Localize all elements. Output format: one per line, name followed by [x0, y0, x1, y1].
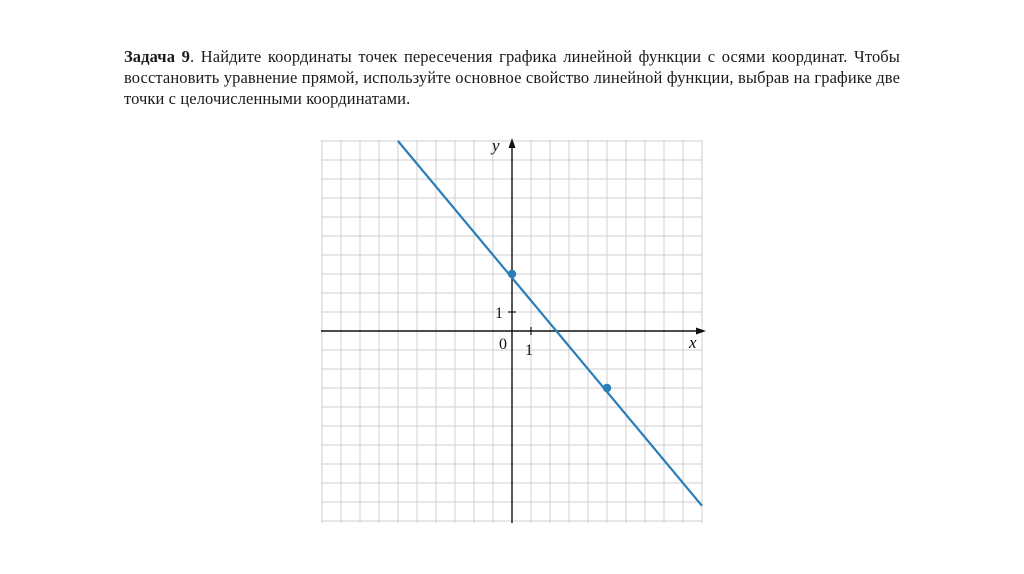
- x-axis-label: x: [689, 333, 697, 352]
- x-unit-label: 1: [525, 342, 533, 359]
- marked-point-1: [508, 270, 516, 278]
- origin-label: 0: [499, 336, 507, 353]
- marked-point-2: [603, 384, 611, 392]
- problem-statement: [124, 46, 900, 109]
- y-axis-label: y: [492, 136, 500, 155]
- y-axis-arrow: [509, 138, 516, 148]
- y-unit-label: 1: [495, 305, 503, 322]
- graph-svg: [316, 130, 716, 530]
- function-graph: [316, 130, 716, 530]
- problem-text: . Найдите координаты точек пересечения графика линейной функции с осями координат. Чтобы восстановить уравнение прямой, используйте основное свойство линейной функции, выбрав на графике две точки с целочисленными координатами.: [124, 47, 900, 108]
- x-axis-arrow: [696, 328, 706, 335]
- problem-label: Задача 9: [124, 47, 190, 66]
